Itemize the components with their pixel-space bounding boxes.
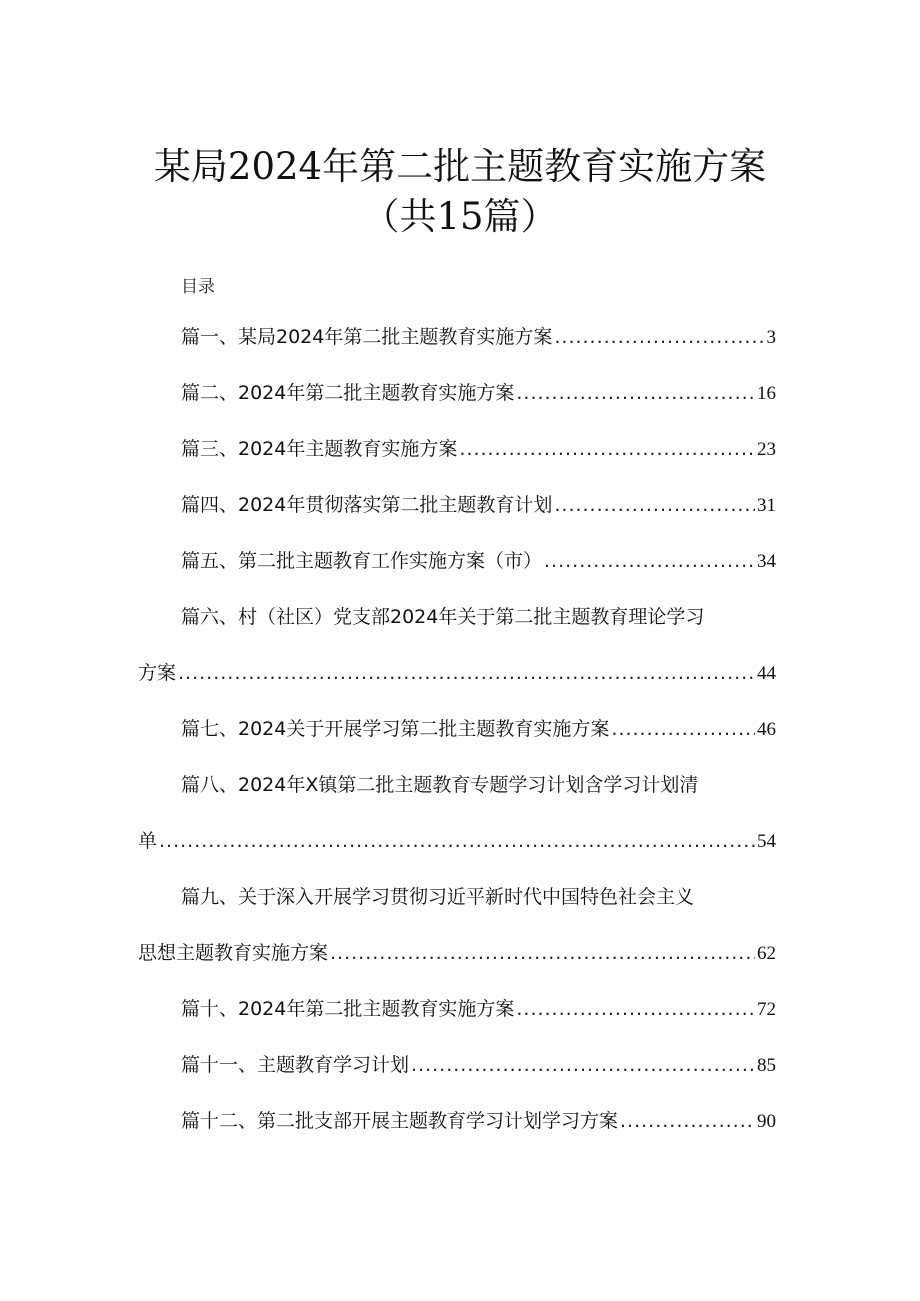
toc-entry-title: 篇四、2024年贯彻落实第二批主题教育计划 [181, 494, 553, 516]
toc-leader [178, 660, 755, 686]
toc-entry-page: 54 [757, 831, 776, 852]
toc-entry-page: 16 [757, 383, 776, 404]
toc-leader [159, 828, 755, 854]
toc-entry-6-first-line[interactable]: 篇六、村（社区）党支部2024年关于第二批主题教育理论学习 [181, 606, 705, 628]
toc-heading: 目录 [181, 277, 215, 297]
toc-entry-title: 篇七、2024关于开展学习第二批主题教育实施方案 [181, 718, 610, 740]
toc-leader [516, 380, 755, 406]
toc-entry-page: 3 [766, 327, 776, 348]
toc-entry-title: 单 [138, 830, 158, 852]
toc-leader [554, 324, 764, 350]
toc-entry-9-first-line[interactable]: 篇九、关于深入开展学习贯彻习近平新时代中国特色社会主义 [181, 886, 695, 908]
toc-entry-title: 篇三、2024年主题教育实施方案 [181, 438, 458, 460]
toc-leader [554, 492, 755, 518]
toc-entry-title: 篇五、第二批主题教育工作实施方案（市） [181, 550, 543, 572]
toc-entry-page: 34 [757, 551, 776, 572]
toc-entry-page: 72 [757, 999, 776, 1020]
toc-leader [459, 436, 755, 462]
toc-entry-8-first-line[interactable]: 篇八、2024年X镇第二批主题教育专题学习计划含学习计划清 [181, 774, 699, 796]
toc-entry-page: 85 [757, 1055, 776, 1076]
toc-leader [411, 1052, 755, 1078]
toc-entry-page: 46 [757, 719, 776, 740]
toc-entry-title: 篇十二、第二批支部开展主题教育学习计划学习方案 [181, 1110, 619, 1132]
toc-entry-page: 90 [757, 1111, 776, 1132]
toc-entry-title: 篇二、2024年第二批主题教育实施方案 [181, 382, 515, 404]
document-subtitle-count: （共15篇） [362, 195, 558, 238]
toc-entry-page: 31 [757, 495, 776, 516]
toc-leader [516, 996, 755, 1022]
toc-leader [544, 548, 755, 574]
toc-entry-page: 23 [757, 439, 776, 460]
toc-leader [611, 716, 755, 742]
toc-entry-title: 篇一、某局2024年第二批主题教育实施方案 [181, 326, 553, 348]
document-title: 某局2024年第二批主题教育实施方案 [153, 145, 767, 188]
toc-leader [620, 1108, 755, 1134]
toc-leader [330, 940, 755, 966]
toc-entry-page: 62 [757, 943, 776, 964]
toc-entry-title: 篇十一、主题教育学习计划 [181, 1054, 410, 1076]
toc-entry-title: 篇十、2024年第二批主题教育实施方案 [181, 998, 515, 1020]
toc-entry-title: 方案 [138, 662, 177, 684]
toc-entry-page: 44 [757, 663, 776, 684]
toc-entry-title: 思想主题教育实施方案 [138, 942, 329, 964]
